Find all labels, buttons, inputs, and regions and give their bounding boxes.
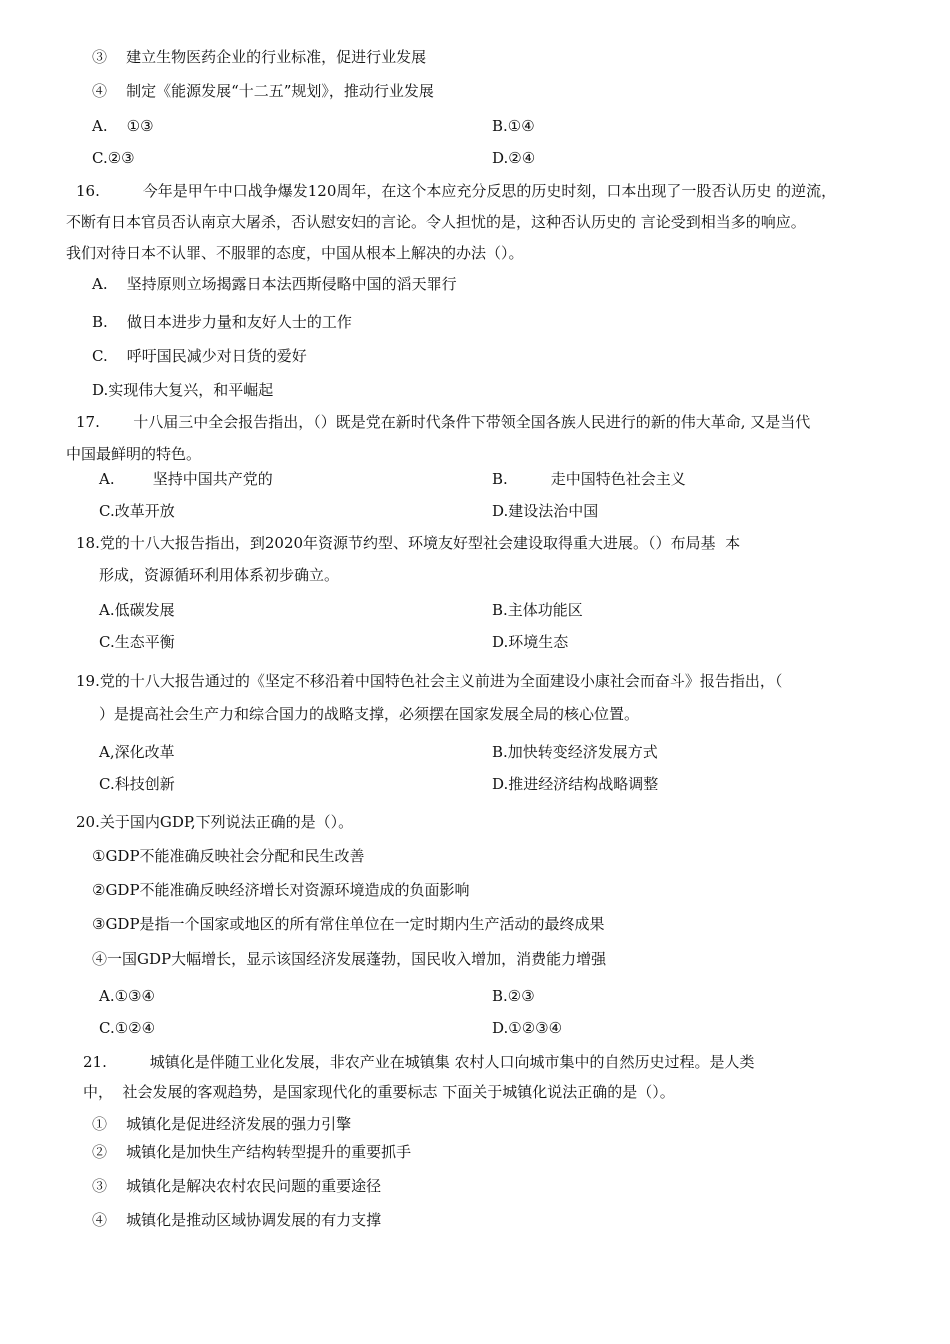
q20-item-4: ④一国GDP大幅增长，显示该国经济发展蓬勃，国民收入增加，消费能力增强 (92, 950, 607, 968)
q18-stem-line1: 18.党的十八大报告指出，到2020年资源节约型、环境友好型社会建设取得重大进展。（）布局基 本 (76, 534, 741, 552)
q21-item-3: ③ 城镇化是解决农村农民问题的重要途径 (92, 1177, 382, 1195)
q18-option-d: D.环境生态 (492, 633, 569, 651)
q15-item-3: ③ 建立生物医药企业的行业标准，促进行业发展 (92, 48, 427, 66)
q17-option-d: D.建设法治中国 (492, 502, 599, 520)
q19-option-c: C.科技创新 (99, 775, 175, 793)
q15-option-a: A. ①③ (92, 117, 154, 135)
q20-item-3: ③GDP是指一个国家或地区的所有常住单位在一定时期内生产活动的最终成果 (92, 915, 605, 933)
q17-stem-line2: 中国最鲜明的特色。 (66, 445, 202, 463)
q15-option-c: C.②③ (92, 149, 135, 167)
q19-stem-line1: 19.党的十八大报告通过的《坚定不移沿着中国特色社会主义前进为全面建设小康社会而奋斗》报告指出，（ (76, 672, 783, 690)
q21-item-2: ② 城镇化是加快生产结构转型提升的重要抓手 (92, 1143, 412, 1161)
q19-stem-line2: ）是提高社会生产力和综合国力的战略支撑，必须摆在国家发展全局的核心位置。 (99, 705, 640, 723)
q18-option-c: C.生态平衡 (99, 633, 175, 651)
q17-option-b: B. 走中国特色社会主义 (492, 470, 686, 488)
q16-option-a: A. 坚持原则立场揭露日本法西斯侵略中国的滔天罪行 (92, 275, 457, 293)
q16-stem-line1: 16. 今年是甲午中口战争爆发120周年，在这个本应充分反思的历史时刻，口本出现了一股否认历史 的逆流， (76, 182, 837, 200)
q17-option-c: C.改革开放 (99, 502, 175, 520)
q15-item-4: ④ 制定《能源发展“十二五”规划》，推动行业发展 (92, 82, 434, 100)
q19-option-a: A,深化改革 (99, 743, 175, 761)
q16-option-c: C. 呼吁国民减少对日货的爱好 (92, 347, 307, 365)
q18-option-a: A.低碳发展 (99, 601, 175, 619)
q15-option-d: D.②④ (492, 149, 536, 167)
q20-stem: 20.关于国内GDP,下列说法正确的是（）。 (76, 813, 354, 831)
q20-option-b: B.②③ (492, 987, 535, 1005)
q17-option-a: A. 坚持中国共产党的 (99, 470, 273, 488)
q16-option-b: B. 做日本进步力量和友好人士的工作 (92, 313, 352, 331)
q20-option-d: D.①②③④ (492, 1019, 563, 1037)
q20-option-a: A.①③④ (99, 987, 155, 1005)
q19-option-d: D.推进经济结构战略调整 (492, 775, 659, 793)
q15-option-b: B.①④ (492, 117, 535, 135)
q21-item-4: ④ 城镇化是推动区域协调发展的有力支撑 (92, 1211, 382, 1229)
q20-item-2: ②GDP不能准确反映经济增长对资源环境造成的负面影响 (92, 881, 470, 899)
q20-option-c: C.①②④ (99, 1019, 156, 1037)
q20-item-1: ①GDP不能准确反映社会分配和民生改善 (92, 847, 365, 865)
q21-stem-line1: 21. 城镇化是伴随工业化发展，非农产业在城镇集 农村人口向城市集中的自然历史过程。是人类 (83, 1053, 755, 1071)
q17-stem-line1: 17. 十八届三中全会报告指出，（）既是党在新时代条件下带领全国各族人民进行的新的伟大革命, 又是当代 (76, 413, 811, 431)
q16-option-d: D.实现伟大复兴，和平崛起 (92, 381, 274, 399)
q19-option-b: B.加快转变经济发展方式 (492, 743, 658, 761)
q16-stem-line2: 不断有日本官员否认南京大屠杀，否认慰安妇的言论。令人担忧的是，这种否认历史的 言论受到相当多的响应。 (66, 213, 806, 231)
q16-stem-line3: 我们对待日本不认罪、不服罪的态度，中国从根本上解决的办法（）。 (66, 244, 524, 262)
q18-stem-line2: 形成，资源循环利用体系初步确立。 (99, 566, 340, 584)
q18-option-b: B.主体功能区 (492, 601, 583, 619)
q21-stem-line2: 中， 社会发展的客观趋势，是国家现代化的重要标志 下面关于城镇化说法正确的是（）。 (83, 1083, 675, 1101)
q21-item-1: ① 城镇化是促进经济发展的强力引擎 (92, 1115, 352, 1133)
